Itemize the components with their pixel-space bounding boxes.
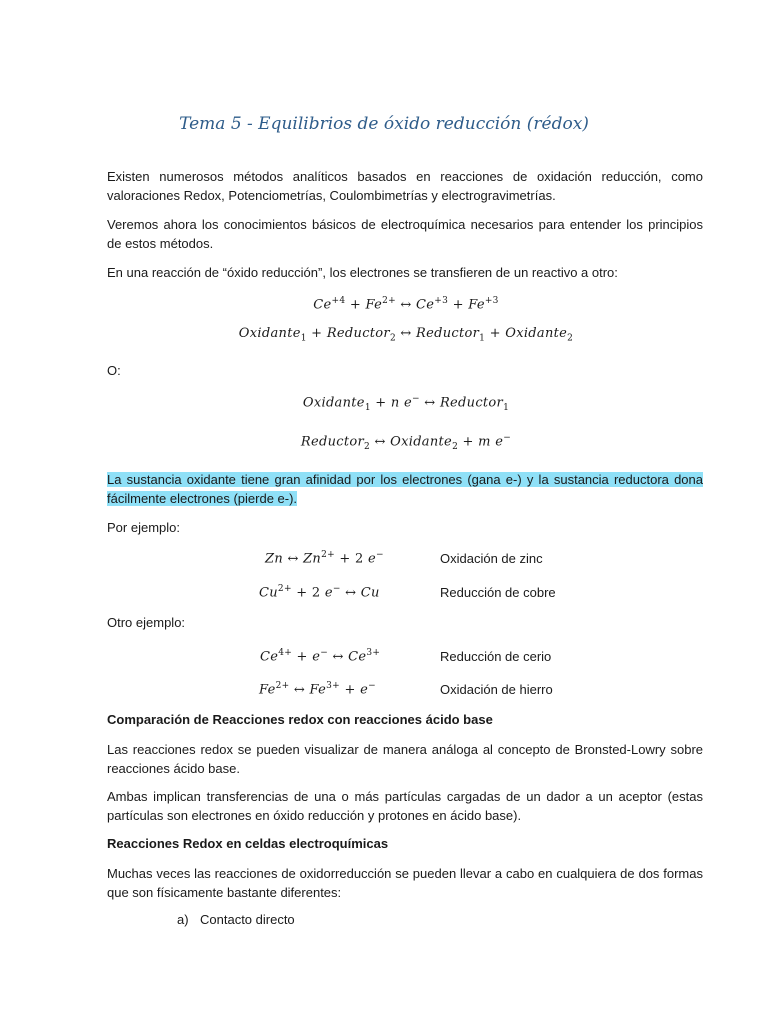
page-title: Tema 5 - Equilibrios de óxido reducción (rédox) xyxy=(179,114,589,134)
equation-reductant-half: Reductor$_2$ ↔ Oxidante$_2$ + m e− xyxy=(300,433,512,452)
equation-iron: $Fe^{2+}$ ↔ $Fe^{3+} + e^-$ xyxy=(259,681,376,698)
label-copper: Reducción de cobre xyxy=(440,585,556,600)
list-item-direct-contact xyxy=(177,912,295,927)
list-item-text: Contacto directo xyxy=(200,912,295,927)
paragraph-two-forms: Muchas veces las reacciones de oxidorreducción se pueden llevar a cabo en cualquiera de dos formas que son físicamente bastante diferentes: xyxy=(107,866,703,900)
equation-oxidant-half: Oxidante$_1$ + n e− ↔ Reductor$_1$ xyxy=(302,394,510,413)
paragraph-bronsted: Las reacciones redox se pueden visualizar de manera análoga al concepto de Bronsted-Lowry sobre reacciones ácido base. xyxy=(107,742,703,776)
equation-cerium: $Ce^{4+} + e^-$ ↔ $Ce^{3+}$ xyxy=(260,648,381,665)
o-label: O: xyxy=(107,363,121,378)
label-iron: Oxidación de hierro xyxy=(440,682,553,697)
heading-electrochemical-cells: Reacciones Redox en celdas electroquímicas xyxy=(107,836,389,851)
otro-ejemplo-label: Otro ejemplo: xyxy=(107,615,186,630)
equation-zinc: Zn ↔ $Zn^{2+} + 2$ e− xyxy=(265,550,384,567)
label-cerium: Reducción de cerio xyxy=(440,649,552,664)
heading-comparison: Comparación de Reacciones redox con reacciones ácido base xyxy=(107,712,493,727)
highlight-mark: La sustancia oxidante tiene gran afinidad por los electrones (gana e-) y la sustancia reductora dona fácilmente electrones (pierde e-). xyxy=(107,472,703,506)
por-ejemplo-label: Por ejemplo: xyxy=(107,520,180,535)
equation-copper: $Cu^{2+} + 2$ e− ↔ Cu xyxy=(259,584,380,601)
paragraph-transfer: En una reacción de “óxido reducción”, los electrones se transfieren de un reactivo a otro: xyxy=(107,265,618,280)
equation-general-redox: Oxidante$_1$ + Reductor$_2$ ↔ Reductor$_1$ + Oxidante$_2$ xyxy=(238,326,574,344)
list-marker: a) xyxy=(177,912,189,927)
paragraph-intro: Existen numerosos métodos analíticos basados en reacciones de oxidación reducción, como valoraciones Redox, Potenciometrías, Coulombimetrías y electrogravimetrías. xyxy=(107,169,703,203)
paragraph-transfer-particles: Ambas implican transferencias de una o más partículas cargadas de un dador a un aceptor (estas partículas son electrones en óxido reducción y protones en ácido base). xyxy=(107,789,703,823)
paragraph-knowledge: Veremos ahora los conocimientos básicos de electroquímica necesarios para entender los principios de estos métodos. xyxy=(107,217,703,251)
paragraph-highlighted xyxy=(107,470,703,508)
equation-ce-fe: $Ce^{+4} + Fe^{2+}$ ↔ $Ce^{+3} + Fe^{+3}$ xyxy=(313,296,499,313)
label-zinc: Oxidación de zinc xyxy=(440,551,543,566)
